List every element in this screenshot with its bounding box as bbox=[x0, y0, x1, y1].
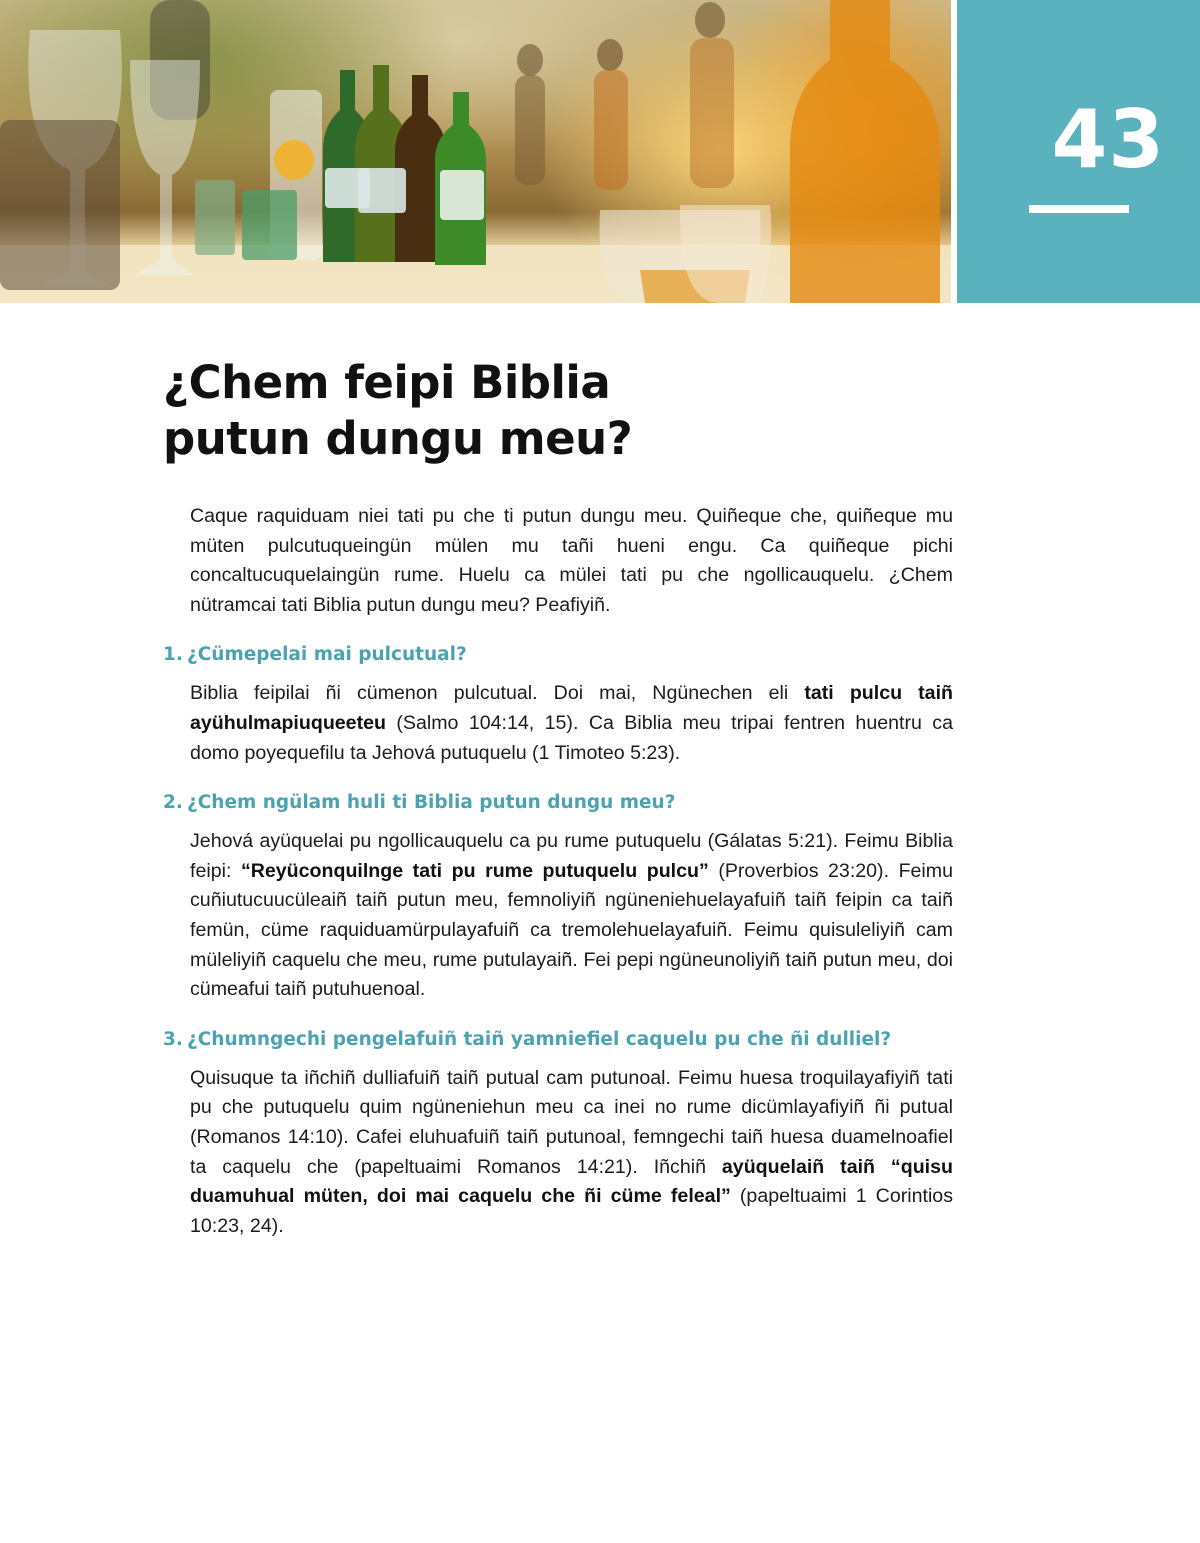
lesson-number-panel bbox=[957, 0, 1200, 303]
paragraph-text: Jehová ayüquelai pu ngollicauquelu ca pu rume putuquelu (Gálatas 5:21). Feimu Biblia feipi: bbox=[190, 830, 953, 882]
hero-illustration bbox=[0, 0, 951, 303]
lesson-number-underline bbox=[1029, 205, 1129, 213]
section-1 bbox=[163, 643, 953, 768]
page-title bbox=[163, 355, 863, 467]
question-text: ¿Chem ngülam huli ti Biblia putun dungu meu? bbox=[187, 792, 676, 814]
paragraph-text: (Proverbios 23:20). Feimu cuñiutucuucüleaiñ taiñ putun meu, femnoliyiñ ngüneniehuelayafuiñ taiñ feipin ca taiñ femün, cüme raquiduamürpulayafuiñ ca tremolehuelayafuiñ. Feimu quisuleliyiñ cam müleliyiñ caquelu che meu, rume putulayaiñ. Fei pepi ngüneunoliyiñ taiñ putun meu, doi cümeafui taiñ putuhuenoal. bbox=[190, 859, 954, 1001]
title-line-1: ¿Chem feipi Biblia bbox=[163, 356, 611, 409]
title-line-2: putun dungu meu? bbox=[163, 412, 633, 465]
section-number: 2. bbox=[163, 792, 183, 814]
intro-paragraph: Caque raquiduam niei tati pu che ti putun dungu meu. Quiñeque che, quiñeque mu müten pulcutuqueingün mülen mu tañi hueni engu. Ca quiñeque pichi concaltucuquelaingün rume. Huelu ca mülei tati pu che ngollicauquelu. ¿Chem nütramcai tati Biblia putun dungu meu? Peafiyiñ. bbox=[190, 505, 953, 616]
hero-photo bbox=[0, 0, 951, 303]
section-question bbox=[163, 791, 953, 815]
section-number: 3. bbox=[163, 1028, 183, 1050]
section-paragraph bbox=[190, 827, 953, 1005]
section-paragraph bbox=[190, 679, 953, 768]
question-text: ¿Cümepelai mai pulcutual? bbox=[187, 644, 467, 666]
bold-text: tati pulcu taiñ ayühulmapiuqueeteu bbox=[190, 682, 953, 734]
paragraph-text: Biblia feipilai ñi cümenon pulcutual. Doi mai, Ngünechen eli bbox=[190, 682, 805, 705]
bold-text: ayüquelaiñ taiñ “quisu duamuhual müten, doi mai caquelu che ñi cüme feleal” bbox=[190, 1155, 953, 1208]
paragraph-text: (Salmo 104:14, 15). Ca Biblia meu tripai fentren huentru ca domo poyequefilu ta Jehová putuquelu (1 Timoteo 5:23). bbox=[190, 711, 953, 764]
lesson-number: 43 bbox=[1051, 93, 1165, 186]
lesson-content bbox=[163, 502, 953, 1241]
question-text: ¿Chumngechi pengelafuiñ taiñ yamniefiel caquelu pu che ñi dulliel? bbox=[187, 1028, 892, 1050]
paragraph-text: (papeltuaimi 1 Corintios 10:23, 24). bbox=[190, 1185, 953, 1237]
section-2 bbox=[163, 791, 953, 1005]
section-question bbox=[163, 1028, 953, 1052]
section-3 bbox=[163, 1028, 953, 1242]
paragraph-text: Quisuque ta iñchiñ dulliafuiñ taiñ putual cam putunoal. Feimu huesa troquilayafiyiñ tati pu che putuquelu quim ngüneniehun meu ca inei no rume dicümlayafiyiñ ñi putual (Romanos 14:10). Cafei eluhuafuiñ taiñ putunoal, femngechi taiñ huesa duamelnoafiel ta caquelu che (papeltuaimi Romanos 14:21). Iñchiñ bbox=[190, 1066, 953, 1178]
section-paragraph bbox=[190, 1064, 953, 1242]
bold-text: “Reyüconquilnge tati pu rume putuquelu pulcu” bbox=[240, 859, 709, 882]
section-question bbox=[163, 643, 953, 667]
section-number: 1. bbox=[163, 644, 183, 666]
